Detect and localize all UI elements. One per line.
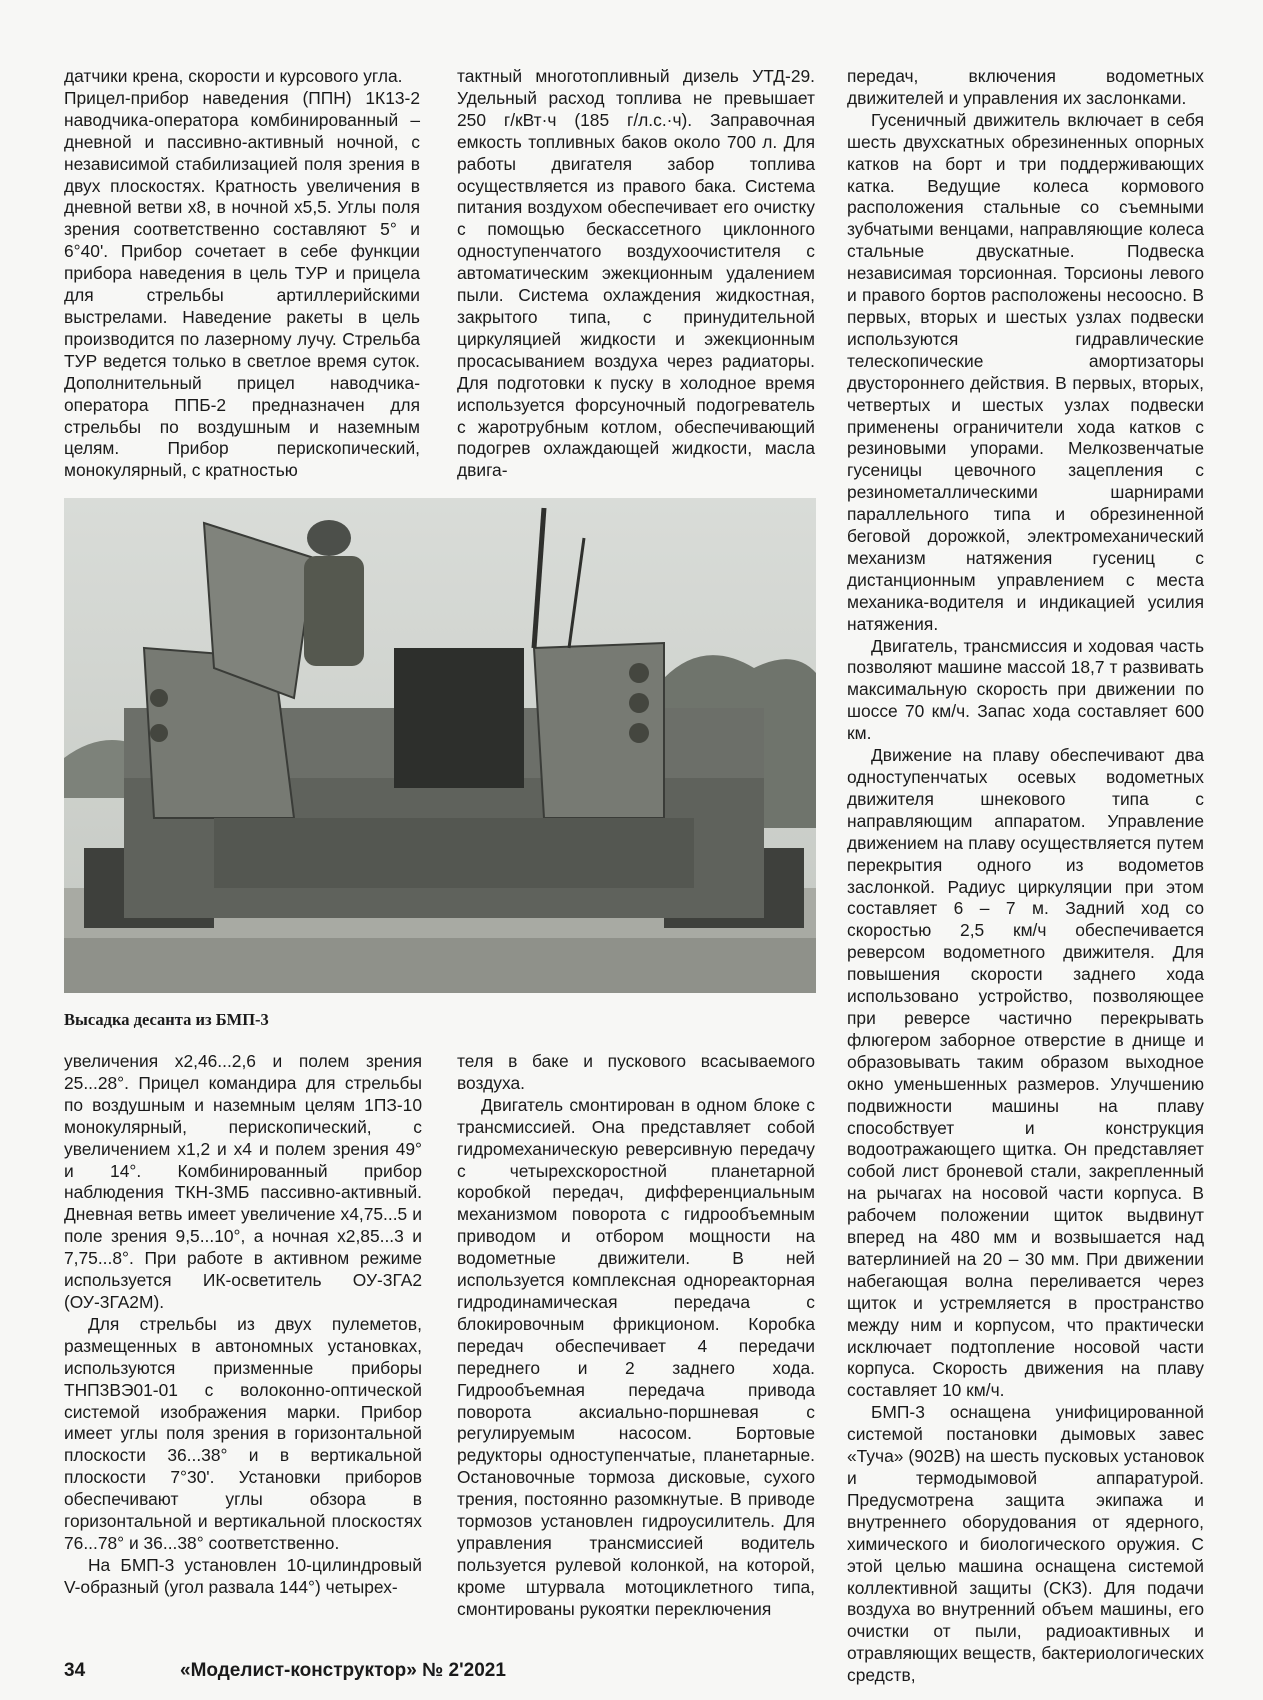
page-number: 34 [64, 1660, 86, 1681]
column-2-top [457, 66, 815, 482]
column-1-top [64, 66, 420, 482]
paragraph: Гусеничный движитель включает в себя шесть двухскатных обрезиненных опорных катков на борт и три поддерживающих катка. Ведущие колеса кормового расположения стальные со съемными зубчатыми венцами, направляющие колеса стальные двускатные. Подвеска независимая торсионная. Торсионы левого и правого бортов расположены несоосно. В первых, вторых и шестых узлах подвески используются гидравлические телескопические амортизаторы двустороннего действия. В первых, вторых, четвертых и шестых узлах подвески применены ограничители хода катков с резиновыми упорами. Мелкозвенчатые гусеницы цевочного зацепления с резинометаллическими шарнирами параллельного типа и обрезиненной беговой дорожкой, электромеханический механизм натяжения гусениц с дистанционным управлением с места механика-водителя и индикацией усилия натяжения. [847, 109, 1204, 634]
paragraph: передач, включения водометных движителей и управления их заслонками. [847, 66, 1204, 108]
paragraph: тактный многотопливный дизель УТД-29. Удельный расход топлива не превышает 250 г/кВт·ч (185 г/л.с.·ч). Заправочная емкость топливных баков около 700 л. Для работы двигателя забор топлива осуществляется из правого бака. Система питания воздухом обеспечивает его очистку с помощью бескассетного циклонного одноступенчатого воздухоочистителя с автоматическим эжекционным удалением пыли. Система охлаждения жидкостная, закрытого типа, с принудительной циркуляцией жидкости и эжекционным просасыванием воздуха через радиаторы. Для подготовки к пуску в холодное время используется форсуночный подогреватель с жаротрубным котлом, обеспечивающий подогрев охлаждающей жидкости, масла двига- [457, 66, 815, 481]
paragraph: БМП-3 оснащена унифицированной системой постановки дымовых завес «Туча» (902В) на шесть пусковых установок и термодымовой аппаратурой. Предусмотрена защита экипажа и внутреннего оборудования от ядерного, химического и биологического оружия. С этой целью машина оснащена системой коллективной защиты (СКЗ). Для подачи воздуха во внутренний объем машины, его очистки от пыли, радиоактивных и отравляющих веществ, бактериологических средств, [847, 1402, 1204, 1686]
column-2-bottom [457, 1051, 815, 1621]
photo-caption: Высадка десанта из БМП-3 [64, 1010, 269, 1029]
paragraph: датчики крена, скорости и курсового угла. [64, 66, 403, 86]
journal-title: «Моделист-конструктор» № 2'2021 [180, 1660, 506, 1681]
paragraph: Прицел-прибор наведения (ППН) 1К13-2 наводчика-оператора комбинированный – дневной и пассивно-активный ночной, с независимой стабилизацией поля зрения в двух плоскостях. Кратность увеличения в дневной ветви х8, в ночной х5,5. Углы поля зрения соответственно составляют 5° и 6°40'. Прибор сочетает в себе функции прибора наведения в цель ТУР и прицела для стрельбы артиллерийскими выстрелами. Наведение ракеты в цель производится по лазерному лучу. Стрельба ТУР ведется только в светлое время суток. Дополнительный прицел наводчика-оператора ППБ-2 предназначен для стрельбы по воздушным и наземным целям. Прибор перископический, монокулярный, с кратностью [64, 87, 420, 481]
paragraph: Для стрельбы из двух пулеметов, размещенных в автономных установках, используются призменные приборы ТНП3ВЭ01-01 с волоконно-оптической системой изображения марки. Прибор имеет углы поля зрения в горизонтальной плоскости 36...38° и в вертикальной плоскости 7°30'. Установки приборов обеспечивают углы обзора в горизонтальной и вертикальной плоскостях 76...78° и 36...38° соответственно. [64, 1313, 422, 1553]
bmp3-photo [64, 498, 816, 993]
paragraph: Двигатель, трансмиссия и ходовая часть позволяют машине массой 18,7 т развивать максимальную скорость при движении по шоссе 70 км/ч. Запас хода составляет 600 км. [847, 635, 1204, 744]
paragraph: На БМП-3 установлен 10-цилиндровый V-образный (угол развала 144°) четырех- [64, 1554, 422, 1597]
column-3 [847, 66, 1204, 1687]
paragraph: Движение на плаву обеспечивают два одноступенчатых осевых водометных движителя шнекового типа с направляющим аппаратом. Управление движением на плаву осуществляется путем перекрытия одного из водометов заслонкой. Радиус циркуляции при этом составляет 6 – 7 м. Задний ход со скоростью 2,5 км/ч обеспечивается реверсом водометного движителя. Для повышения скорости заднего хода использовано устройство, позволяющее при реверсе частично перекрывать флюгером заборное отверстие в днище и образовывать таким образом выходное окно уменьшенных размеров. Улучшению подвижности машины на плаву способствует и конструкция водоотражающего щитка. Он представляет собой лист броневой стали, закрепленный на рычагах на носовой части корпуса. В рабочем положении щиток выдвинут вперед на 480 мм и возвышается над ватерлинией на 20 – 30 мм. При движении набегающая волна переливается через щиток и устремляется в пространство между ним и корпусом, что практически исключает подтопление носовой части корпуса. Скорость движения на плаву составляет 10 км/ч. [847, 745, 1204, 1401]
bmp3-vehicle-image [64, 498, 816, 993]
column-1-bottom [64, 1051, 422, 1599]
paragraph: увеличения х2,46...2,6 и полем зрения 25...28°. Прицел командира для стрельбы по воздушным и наземным целям 1ПЗ-10 монокулярный, перископический, с увеличением х1,2 и х4 и полем зрения 49° и 14°. Комбинированный прибор наблюдения ТКН-3МБ пассивно-активный. Дневная ветвь имеет увеличение х4,75...5 и поле зрения 9,5...10°, а ночная х2,85...3 и 7,75...8°. При работе в активном режиме используется ИК-осветитель ОУ-3ГА2 (ОУ-3ГА2М). [64, 1051, 422, 1312]
paragraph: теля в баке и пускового всасываемого воздуха. [457, 1051, 815, 1093]
paragraph: Двигатель смонтирован в одном блоке с трансмиссией. Она представляет собой гидромеханическую реверсивную передачу с четырехскоростной планетарной коробкой передач, дифференциальным механизмом поворота с гидрообъемным приводом и отбором мощности на водометные движители. В ней используется комплексная однореакторная гидродинамическая передача с блокировочным фрикционом. Коробка передач обеспечивает 4 передачи переднего и 2 заднего хода. Гидрообъемная передача привода поворота аксиально-поршневая с регулируемым насосом. Бортовые редукторы одноступенчатые, планетарные. Остановочные тормоза дисковые, сухого трения, постоянно разомкнутые. В приводе тормозов установлен гидроусилитель. Для управления трансмиссией водитель пользуется рулевой колонкой, на которой, кроме штурвала мотоциклетного типа, смонтированы рукоятки переключения [457, 1094, 815, 1619]
